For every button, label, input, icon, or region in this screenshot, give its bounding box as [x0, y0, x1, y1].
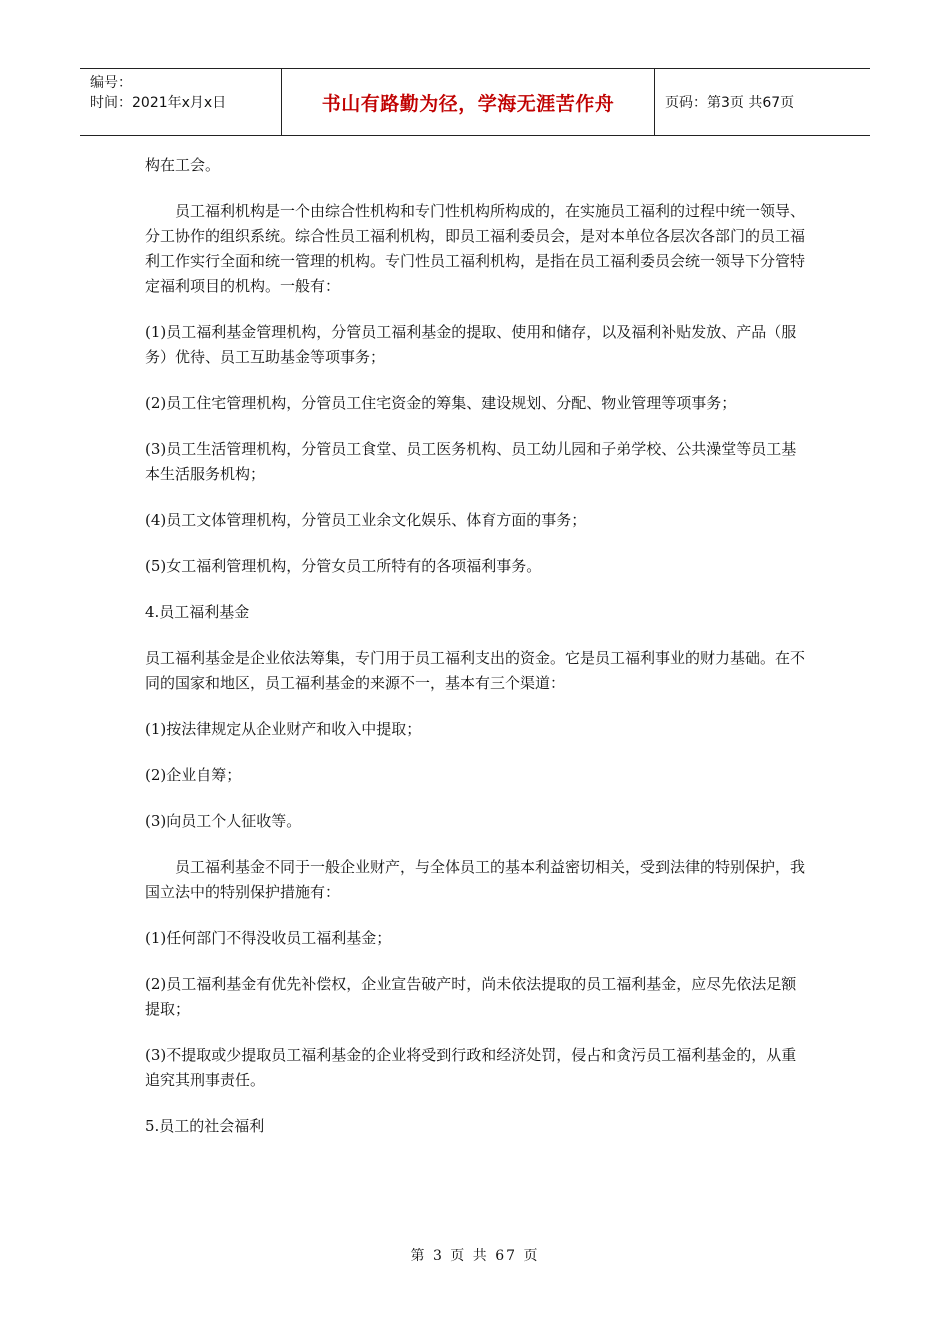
page-footer: 第 3 页 共 67 页 — [410, 1248, 540, 1264]
list-item-penalties: (3)不提取或少提取员工福利基金的企业将受到行政和经济处罚，侵占和贪污员工福利基金的，从重追究其刑事责任。 — [145, 1046, 797, 1089]
document-number-label: 编号： — [90, 75, 132, 91]
header-motto: 书山有路勤为径，学海无涯苦作舟 — [282, 69, 655, 135]
paragraph-legal-protection: 员工福利基金不同于一般企业财产，与全体员工的基本利益密切相关，受到法律的特别保护，我国立法中的特别保护措施有： — [145, 858, 806, 901]
list-item-legal-extraction: (1)按法律规定从企业财产和收入中提取； — [145, 720, 422, 738]
paragraph-continuation: 构在工会。 — [145, 156, 221, 174]
section-heading-welfare-fund: 4.员工福利基金 — [145, 603, 250, 621]
paragraph-welfare-organization: 员工福利机构是一个由综合性机构和专门性机构所构成的，在实施员工福利的过程中统一领导、分工协作的组织系统。综合性员工福利机构，即员工福利委员会，是对本单位各层次各部门的员工福利工作实行全面和统一管理的机构。专门性员工福利机构，是指在员工福利委员会统一领导下分管特定福利项目的机构。一般有： — [145, 202, 806, 295]
list-item-no-confiscation: (1)任何部门不得没收员工福利基金； — [145, 929, 392, 947]
list-item-culture-sports: (4)员工文体管理机构，分管员工业余文化娱乐、体育方面的事务； — [145, 511, 587, 529]
list-item-priority-compensation: (2)员工福利基金有优先补偿权，企业宣告破产时，尚未依法提取的员工福利基金，应尽先依法足额提取； — [145, 975, 797, 1018]
document-date-label: 时间：2021年x月x日 — [90, 95, 227, 111]
header-page-info: 页码：第3页 共67页 — [665, 95, 795, 111]
list-item-self-raised: (2)企业自筹； — [145, 766, 242, 784]
section-heading-social-welfare: 5.员工的社会福利 — [145, 1117, 265, 1135]
list-item-individual-levy: (3)向员工个人征收等。 — [145, 812, 302, 830]
list-item-housing-management: (2)员工住宅管理机构，分管员工住宅资金的筹集、建设规划、分配、物业管理等项事务； — [145, 394, 737, 412]
document-body — [145, 153, 809, 1160]
list-item-fund-management: (1)员工福利基金管理机构，分管员工福利基金的提取、使用和储存，以及福利补贴发放、产品（服务）优待、员工互助基金等项事务； — [145, 323, 797, 366]
list-item-female-welfare: (5)女工福利管理机构，分管女员工所特有的各项福利事务。 — [145, 557, 542, 575]
list-item-living-management: (3)员工生活管理机构，分管员工食堂、员工医务机构、员工幼儿园和子弟学校、公共澡堂等员工基本生活服务机构； — [145, 440, 797, 483]
paragraph-welfare-fund: 员工福利基金是企业依法筹集，专门用于员工福利支出的资金。它是员工福利事业的财力基础。在不同的国家和地区，员工福利基金的来源不一，基本有三个渠道： — [145, 649, 806, 692]
document-header — [80, 68, 870, 136]
header-meta-cell — [80, 69, 282, 135]
